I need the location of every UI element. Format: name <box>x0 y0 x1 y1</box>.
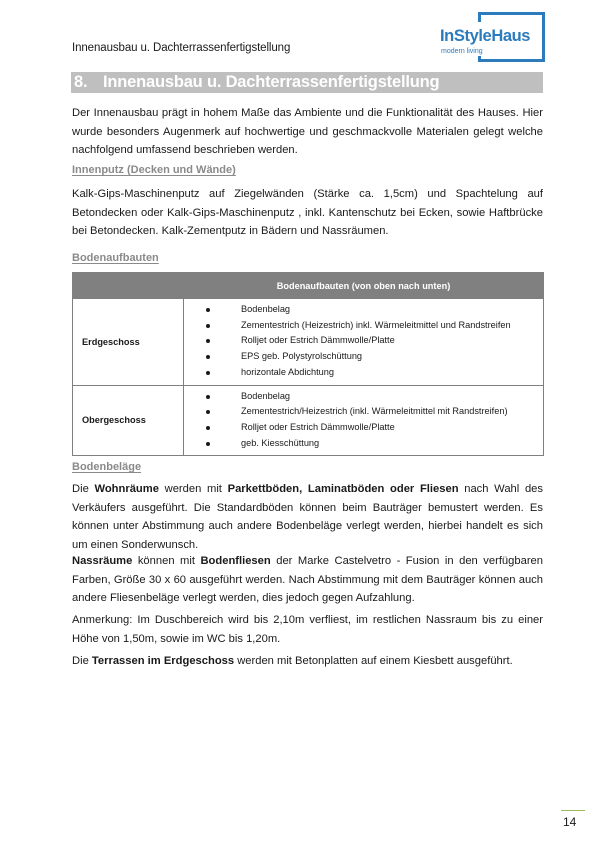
floor-build-up-table <box>72 272 544 456</box>
bodenbelaege-heading: Bodenbeläge <box>72 461 142 473</box>
instylehaus-logo <box>440 12 545 62</box>
bodenbelaege-paragraph-2 <box>72 552 543 608</box>
logo-tagline: modern living <box>441 47 486 56</box>
bold-run: Parkettböden, Laminatböden oder Fliesen <box>227 483 459 495</box>
text-run: Die <box>72 483 95 495</box>
section-title: Innenausbau u. Dachterrassenfertigstellung <box>103 73 440 91</box>
list-item: EPS geb. Polystyrolschüttung <box>184 349 543 365</box>
page-number: 14 <box>563 815 577 829</box>
logo-wordmark <box>440 27 532 45</box>
bold-run: Bodenfliesen <box>200 555 271 567</box>
bold-run: Nassräume <box>72 555 133 567</box>
table-row <box>73 385 544 456</box>
row-label: Erdgeschoss <box>73 299 184 386</box>
logo-part-1: InStyle <box>440 27 492 45</box>
text-run: der Marke Castelvetro - Fusion in den verfügbaren Farben, Größe 30 x 60 ausgeführt werden. Nach Abstimmung mit dem Bauträger können auch andere Fliesenbeläge verlegt werden, dies jedoch gegen Aufzahlung. <box>72 555 543 604</box>
layer-list <box>184 389 543 452</box>
bold-run: Terrassen im Erdgeschoss <box>91 655 235 667</box>
list-item: horizontale Abdichtung <box>184 365 543 381</box>
layer-list <box>184 302 543 381</box>
section-heading <box>71 72 543 93</box>
list-item: Zementestrich (Heizestrich) inkl. Wärmeleitmittel und Randstreifen <box>184 318 543 334</box>
innenputz-heading: Innenputz (Decken und Wände) <box>72 164 236 176</box>
list-item: Rolljet oder Estrich Dämmwolle/Platte <box>184 420 543 436</box>
bodenbelaege-paragraph-3: Anmerkung: Im Duschbereich wird bis 2,10m verfliest, im restlichen Nassraum bis zu einer Höhe von 1,50m, sowie im WC bis 1,20m. <box>72 614 543 645</box>
list-item: Zementestrich/Heizestrich (inkl. Wärmeleitmittel mit Randstreifen) <box>184 404 543 420</box>
list-item: Rolljet oder Estrich Dämmwolle/Platte <box>184 333 543 349</box>
text-run: werden mit <box>158 483 228 495</box>
row-items <box>184 299 544 386</box>
text-run: können mit <box>132 555 201 567</box>
logo-frame-edge <box>478 12 481 22</box>
bodenaufbauten-heading: Bodenaufbauten <box>72 252 159 264</box>
table-row <box>73 299 544 386</box>
bodenbelaege-paragraph-1 <box>72 480 543 554</box>
footer-rule <box>561 810 585 811</box>
row-items <box>184 385 544 456</box>
innenputz-paragraph: Kalk-Gips-Maschinenputz auf Ziegelwänden (Stärke ca. 1,5cm) und Spachtelung auf Betondecken oder Kalk-Gips-Maschinenputz , inkl. Kantenschutz bei Ecken, sowie Haftbrücke bei Betondecken. Kalk-Zementputz in Bädern und Nassräumen. <box>72 188 543 237</box>
table-header-empty <box>73 273 184 299</box>
text-run: Die <box>72 655 92 667</box>
list-item: geb. Kiesschüttung <box>184 436 543 452</box>
row-label: Obergeschoss <box>73 385 184 456</box>
list-item: Bodenbelag <box>184 302 543 318</box>
running-header: Innenausbau u. Dachterrassenfertigstellung <box>72 42 291 54</box>
intro-paragraph: Der Innenausbau prägt in hohem Maße das Ambiente und die Funktionalität des Hauses. Hier wurde besonders Augenmerk auf hochwertige und geschmackvolle Materialen gelegt welche nachfolgend umfassend beschrieben werden. <box>72 107 543 156</box>
bodenbelaege-paragraph-4 <box>72 652 543 671</box>
logo-part-2: Haus <box>491 27 531 45</box>
table-header: Bodenaufbauten (von oben nach unten) <box>184 273 544 299</box>
text-run: werden mit Betonplatten auf einem Kiesbett ausgeführt. <box>234 655 513 667</box>
bold-run: Wohnräume <box>94 483 159 495</box>
section-number: 8. <box>74 73 88 91</box>
list-item: Bodenbelag <box>184 389 543 405</box>
text-run: nach Wahl des Verkäufers ausgeführt. Die Standardböden können beim Bauträger bemustert werden. Es können unter Abstimmung auch andere Bodenbeläge verlegt werden, hierbei handelt es sich um einen Sonderwunsch. <box>72 483 543 551</box>
table-header-row <box>73 273 544 299</box>
